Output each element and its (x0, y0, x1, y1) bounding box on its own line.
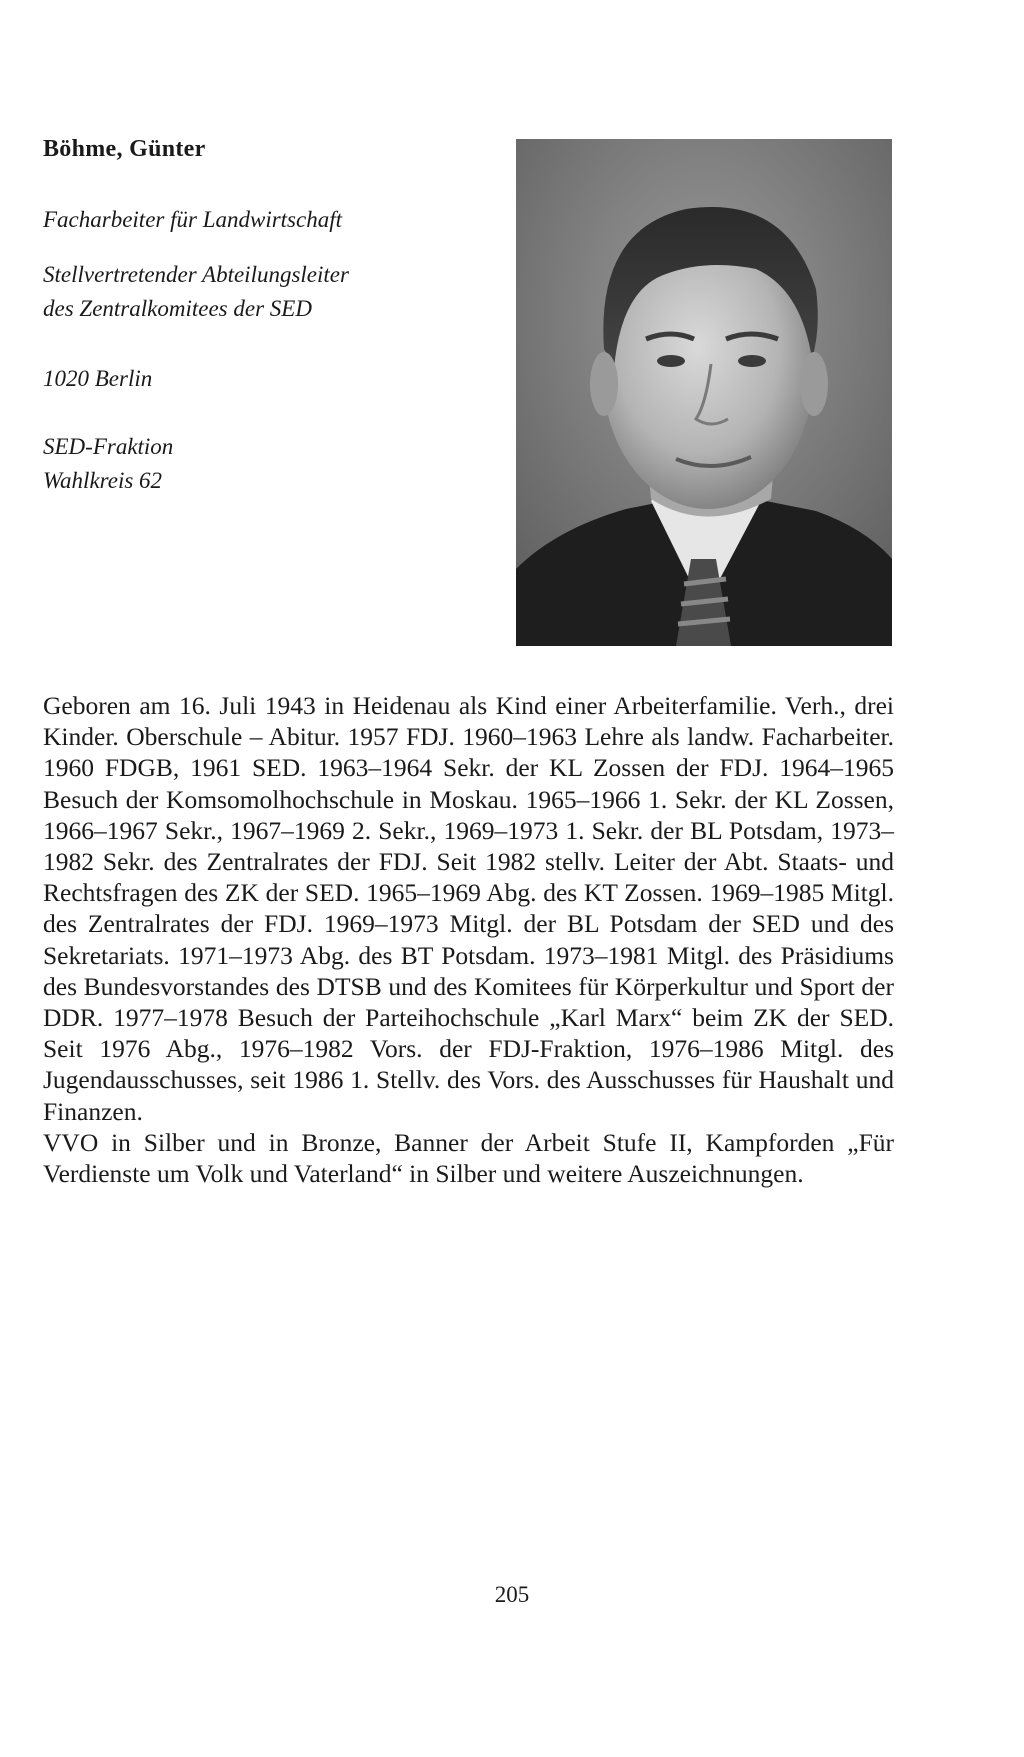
portrait-photo (516, 139, 892, 646)
occupation-text: Facharbeiter für Landwirtschaft (43, 207, 342, 232)
position-line-2: des Zentralkomitees der SED (43, 296, 312, 321)
occupation (43, 203, 342, 237)
position-block (43, 258, 349, 326)
biography-paragraph-2: VVO in Silber und in Bronze, Banner der Arbeit Stufe II, Kampforden „Für Verdienste um Volk und Vaterland“ in Silber und weitere Auszeichnungen. (43, 1127, 894, 1189)
faction-line-1: SED-Fraktion (43, 434, 174, 459)
person-name: Böhme, Günter (43, 136, 206, 162)
biography-paragraph-1: Geboren am 16. Juli 1943 in Heidenau als Kind einer Arbeiterfamilie. Verh., drei Kinder. Oberschule – Abitur. 1957 FDJ. 1960–1963 Lehre als landw. Facharbeiter. 1960 FDGB, 1961 SED. 1963–1964 Sekr. der KL Zossen der FDJ. 1964–1965 Besuch der Komsomolhochschule in Moskau. 1965–1966 1. Sekr. der KL Zossen, 1966–1967 Sekr., 1967–1969 2. Sekr., 1969–1973 1. Sekr. der BL Potsdam, 1973–1982 Sekr. des Zentralrates der FDJ. Seit 1982 stellv. Leiter der Abt. Staats- und Rechtsfragen des ZK der SED. 1965–1969 Abg. des KT Zossen. 1969–1985 Mitgl. des Zentralrates der FDJ. 1969–1973 Mitgl. der BL Potsdam der SED und des Sekretariats. 1971–1973 Abg. des BT Potsdam. 1973–1981 Mitgl. des Präsidiums des Bundesvorstandes des DTSB und des Komitees für Körperkultur und Sport der DDR. 1977–1978 Besuch der Parteihochschule „Karl Marx“ beim ZK der SED. Seit 1976 Abg., 1976–1982 Vors. der FDJ-Fraktion, 1976–1986 Mitgl. des Jugendausschusses, seit 1986 1. Stellv. des Vors. des Ausschusses für Haushalt und Finanzen. (43, 691, 894, 1126)
city-text: 1020 Berlin (43, 366, 153, 391)
faction-line-2: Wahlkreis 62 (43, 468, 163, 493)
faction-block (43, 430, 173, 498)
position-line-1: Stellvertretender Abteilungsleiter (43, 262, 349, 287)
page-number: 205 (494, 1582, 530, 1607)
city-block (43, 362, 152, 396)
portrait-icon (516, 139, 892, 646)
biography (43, 690, 894, 1189)
